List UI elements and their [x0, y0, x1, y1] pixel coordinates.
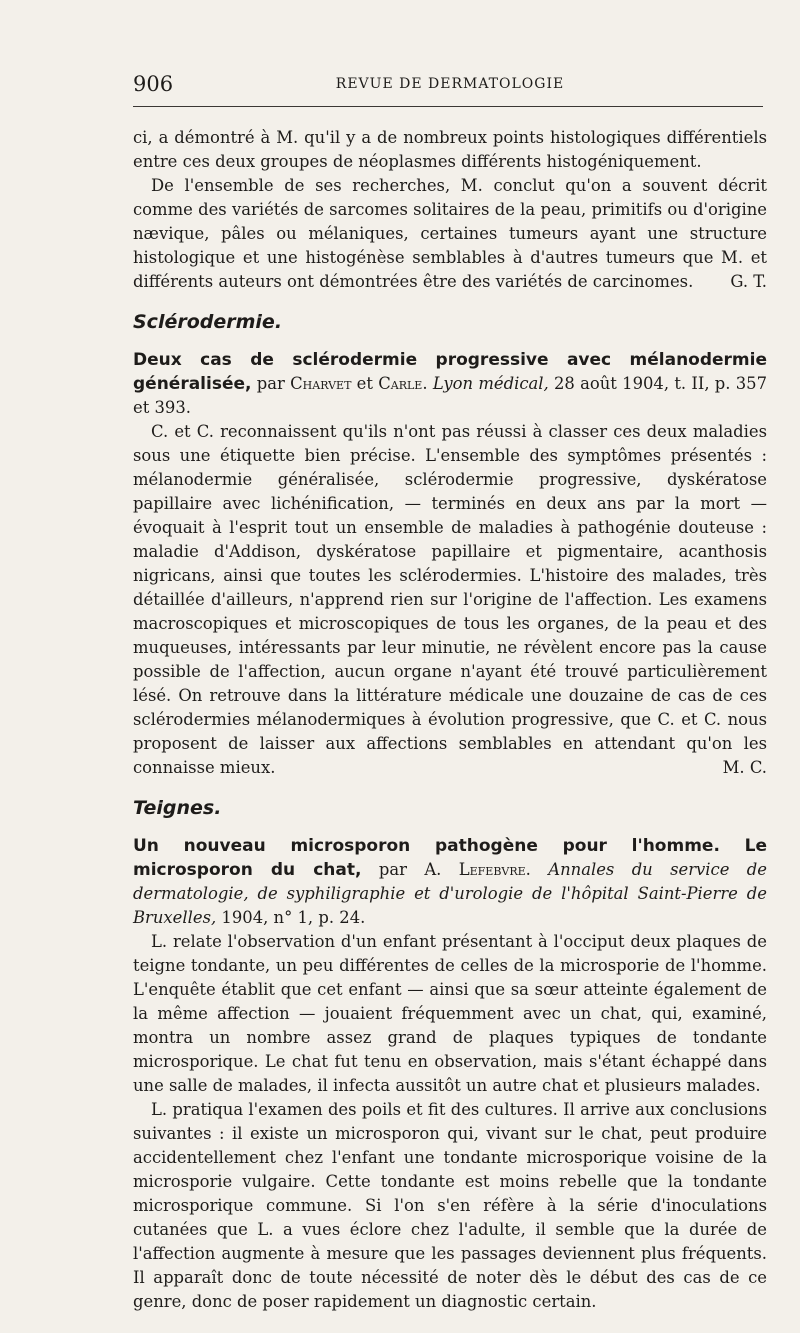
running-title: REVUE DE DERMATOLOGIE	[335, 76, 565, 92]
author-lefebvre: A. Lefebvre.	[424, 860, 531, 879]
author-carle: Carle.	[378, 374, 428, 393]
et-1: et	[356, 374, 373, 393]
page-number: 906	[133, 72, 174, 96]
article-title-1: Deux cas de sclérodermie progressive avec mélanodermie généralisée,	[133, 350, 767, 394]
article-title-2: Un nouveau microsporon pathogène pour l'homme. Le microsporon du chat,	[133, 836, 767, 880]
intro-paragraph-1: ci, a démontré à M. qu'il y a de nombreux points histologiques différentiels entre ces deux groupes de néoplasmes différents histogéniquement.	[133, 128, 767, 171]
review-paragraph-2: L. relate l'observation d'un enfant présentant à l'occiput deux plaques de teigne tondante, un peu différentes de celles de la microsporie de l'homme. L'enquête établit que cet enfant — ainsi que sa sœur atteinte également de la même affection — jouaient fréquemment avec un chat, qui, examiné, montra un nombre assez grand de plaques typiques de tondante microsporique. Le chat fut tenu en observation, mais s'étant échappé dans une salle de malades, il infecta aussitôt un autre chat et plusieurs malades.	[133, 932, 767, 1095]
par-1: par	[256, 374, 285, 393]
header-rule	[133, 106, 763, 107]
page-header	[133, 70, 767, 104]
article-heading-1	[133, 348, 767, 420]
section-heading-teignes: Teignes.	[133, 797, 222, 819]
citation-1: 28 août 1904, t. II, p. 357 et 393.	[133, 374, 768, 417]
body-text	[133, 126, 767, 1314]
review-paragraph-1-text: C. et C. reconnaissent qu'ils n'ont pas réussi à classer ces deux maladies sous une étiquette bien précise. L'ensemble des symptômes présentés : mélanodermie généralisée, sclérodermie progressive, dyskératose papillaire avec lichénification, — terminés en deux ans par la mort — évoquait à l'esprit tout un ensemble de maladies à pathogénie douteuse : maladie d'Addison, dyskératose papillaire et pigmentaire, acanthosis nigricans, ainsi que toutes les sclérodermies. L'histoire des malades, très détaillée d'ailleurs, n'apprend rien sur l'origine de l'affection. Les examens macroscopiques et microscopiques de tous les organes, de la peau et des muqueuses, intéressants par leur minutie, ne révèlent encore pas la cause possible de l'affection, aucun organe n'ayant été trouvé particulièrement lésé. On retrouve dans la littérature médicale une douzaine de cas de ces sclérodermies mélanodermiques à évolution progressive, que C. et C. nous proposent de laisser aux affections semblables en attendant qu'on les connaisse mieux.	[133, 422, 767, 777]
par-2: par	[378, 860, 407, 879]
intro-paragraph-2	[133, 174, 767, 294]
review-paragraph-1	[133, 420, 767, 780]
signature-gt: G. T.	[730, 272, 767, 291]
section-heading-sclerodermie: Sclérodermie.	[133, 311, 283, 333]
intro-paragraph-2-text: De l'ensemble de ses recherches, M. conclut qu'on a souvent décrit comme des variétés de sarcomes solitaires de la peau, primitifs ou d'origine nævique, pâles ou mélaniques, certaines tumeurs ayant une structure histologique et une histogénèse semblables à d'autres tumeurs que M. et différents auteurs ont démontrées être des variétés de carcinomes.	[133, 176, 767, 291]
journal-lyon-medical: Lyon médical,	[432, 374, 549, 393]
article-heading-2	[133, 834, 767, 930]
citation-2: 1904, n° 1, p. 24.	[221, 908, 366, 927]
review-paragraph-3: L. pratiqua l'examen des poils et fit des cultures. Il arrive aux conclusions suivantes : il existe un microsporon qui, vivant sur le chat, peut produire accidentellement chez l'enfant une tondante microsporique voisine de la microsporie vulgaire. Cette tondante est moins rebelle que la tondante microsporique commune. Si l'on s'en réfère à la série d'inoculations cutanées que L. a vues éclore chez l'adulte, il semble que la durée de l'affection augmente à mesure que les passages deviennent plus fréquents. Il apparaît donc de toute nécessité de noter dès le début des cas de ce genre, donc de poser rapidement un diagnostic certain.	[133, 1100, 767, 1311]
signature-mc: M. C.	[722, 758, 767, 777]
journal-annales: Annales du service de dermatologie, de syphiligraphie et d'urologie de l'hôpital Saint-Pierre de Bruxelles,	[133, 860, 767, 927]
author-charvet: Charvet	[290, 374, 352, 393]
